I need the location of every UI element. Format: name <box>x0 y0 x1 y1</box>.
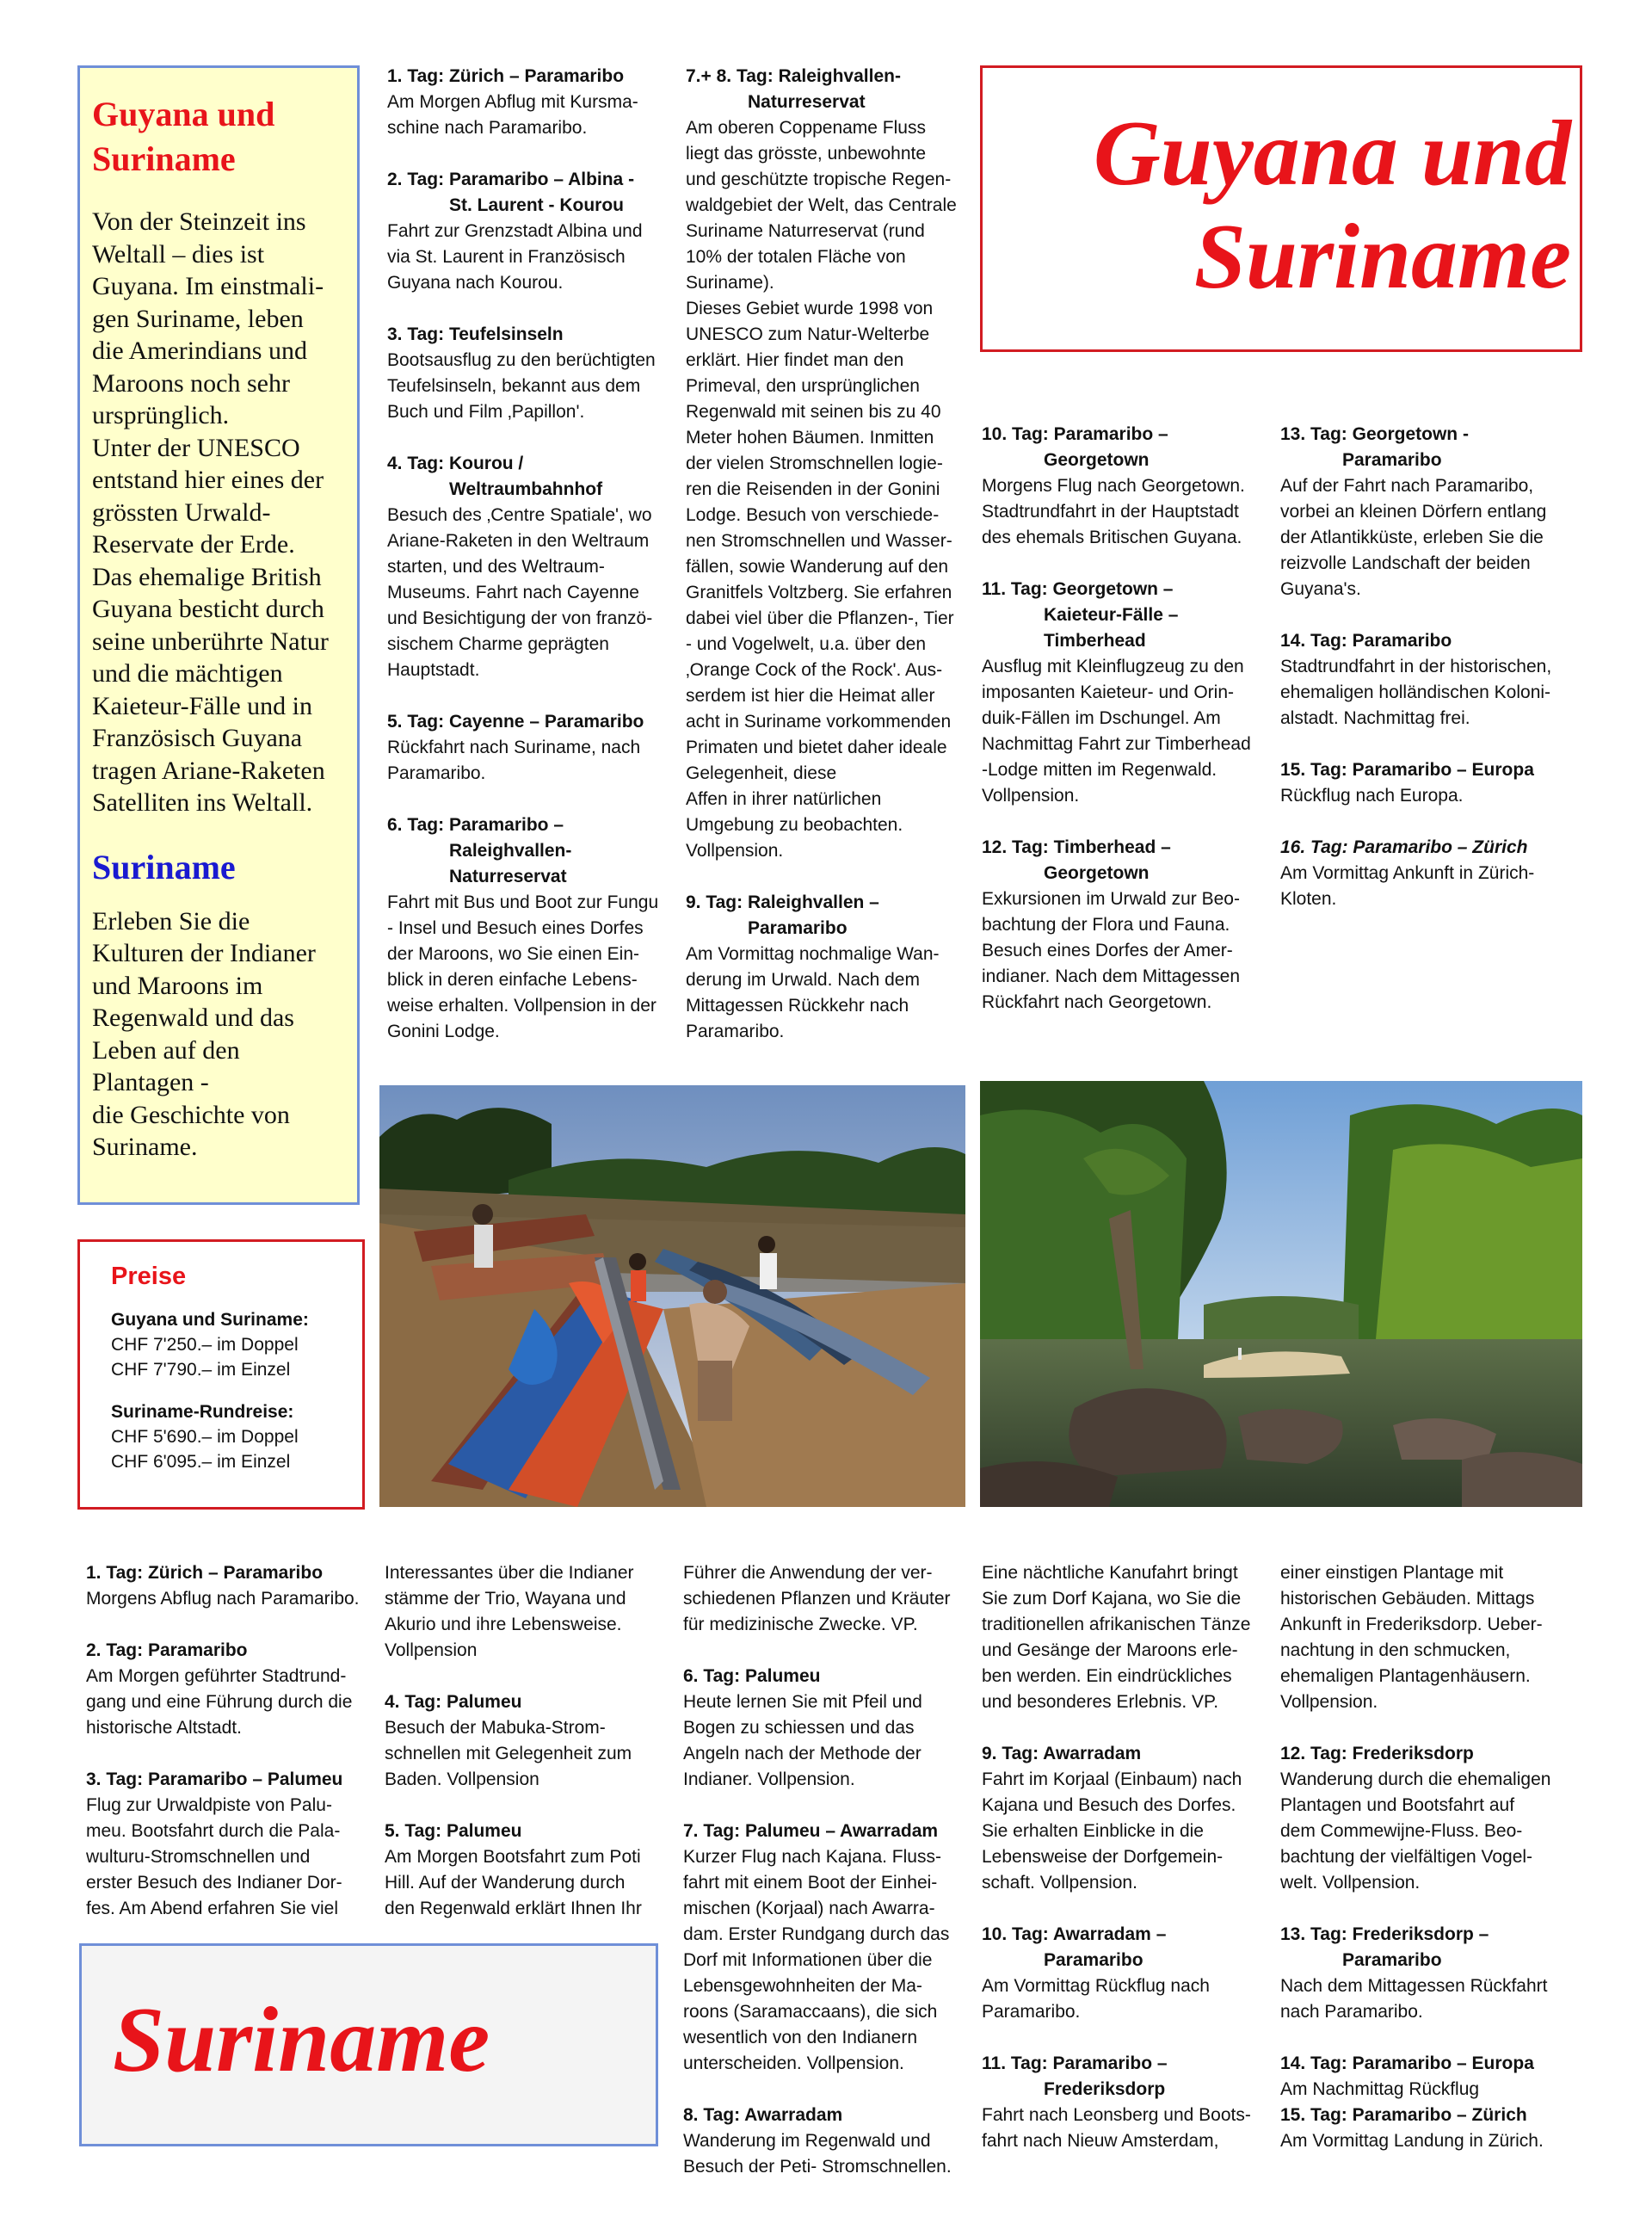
suriname-line: Kulturen der Indianer <box>92 939 316 967</box>
day-text-line: schine nach Paramaribo. <box>387 118 588 138</box>
day-text-line: fahrt mit einem Boot der Einhei- <box>683 1873 938 1893</box>
suriname-line: Regenwald und das <box>92 1004 294 1032</box>
day-text-line: Lebensweise der Dorfgemein- <box>982 1847 1224 1867</box>
day-text-line: blick in deren einfache Lebens- <box>387 970 638 990</box>
prices-group1-title: Guyana und Suriname: <box>111 1310 309 1330</box>
itinerary-column <box>683 1560 967 2206</box>
day-text-line: Lebensgewohnheiten der Ma- <box>683 1976 922 1996</box>
itinerary-day <box>683 2103 967 2180</box>
day-text-line: Primaten und bietet daher ideale <box>686 738 947 757</box>
day-text-line: waldgebiet der Welt, das Centrale <box>686 195 957 215</box>
day-heading: 11. Tag: Georgetown – <box>982 579 1174 599</box>
itinerary-day <box>387 64 671 141</box>
day-text-line: Rückfahrt nach Georgetown. <box>982 992 1212 1012</box>
day-text-line: nen Stromschnellen und Wasser- <box>686 531 952 551</box>
day-text-line: Morgens Abflug nach Paramaribo. <box>86 1589 360 1609</box>
day-text-line: ‚Orange Cock of the Rock'. Aus- <box>686 660 943 680</box>
day-subheading: Raleighvallen- <box>449 841 572 861</box>
day-text-line: Ankunft in Frederiksdorp. Ueber- <box>1280 1615 1543 1634</box>
itinerary-day <box>686 64 970 864</box>
day-text-line: Sie erhalten Einblicke in die <box>982 1821 1204 1841</box>
day-text-line: dem Commewijne-Fluss. Beo- <box>1280 1821 1523 1841</box>
day-heading: 16. Tag: Paramaribo – Zürich <box>1280 837 1528 857</box>
day-text-line: Primeval, den ursprünglichen <box>686 376 920 396</box>
day-text-line: fällen, sowie Wanderung auf den <box>686 557 949 577</box>
day-text-line: acht in Suriname vorkommenden <box>686 712 952 732</box>
day-text-line: Besuch eines Dorfes der Amer- <box>982 941 1233 960</box>
suriname-line: die Geschichte von <box>92 1100 290 1129</box>
intro-line: tragen Ariane-Raketen <box>92 756 325 785</box>
intro-line: entstand hier eines der <box>92 466 324 494</box>
itinerary-day <box>683 1664 967 1793</box>
day-text-line: mischen (Korjaal) nach Awarra- <box>683 1899 935 1918</box>
day-text-line: Affen in ihrer natürlichen <box>686 789 882 809</box>
day-subheading: Paramaribo <box>1342 1950 1442 1970</box>
day-text-line: der vielen Stromschnellen logie- <box>686 454 943 473</box>
itinerary-column <box>982 1560 1270 2180</box>
day-text-line: Guyana nach Kourou. <box>387 273 564 293</box>
intro-line: Das ehemalige British <box>92 562 322 591</box>
day-text-line: Indianer. Vollpension. <box>683 1769 855 1789</box>
intro-line: Weltall – dies ist <box>92 239 265 269</box>
intro-body <box>92 206 357 819</box>
suriname-line: Suriname. <box>92 1133 198 1161</box>
day-text-line: indianer. Nach dem Mittagessen <box>982 966 1240 986</box>
itinerary-day <box>982 1560 1270 1715</box>
day-text-line: des ehemals Britischen Guyana. <box>982 528 1242 547</box>
day-text-line: stämme der Trio, Wayana und <box>385 1589 626 1609</box>
itinerary-day <box>385 1819 669 1922</box>
day-text-line: Suriname). <box>686 273 774 293</box>
day-heading: 9. Tag: Awarradam <box>982 1744 1142 1763</box>
itinerary-column <box>982 422 1270 1041</box>
day-text-line: Rückflug nach Europa. <box>1280 786 1464 806</box>
day-text-line: Nach dem Mittagessen Rückfahrt <box>1280 1976 1548 1996</box>
suriname-line: Erleben Sie die <box>92 906 250 936</box>
itinerary-day <box>982 422 1270 551</box>
prices-group2 <box>111 1424 362 1474</box>
day-text-line: Kloten. <box>1280 889 1337 909</box>
day-subheading: Weltraumbahnhof <box>449 479 603 499</box>
itinerary-day <box>1280 1741 1577 1896</box>
day-heading: 13. Tag: Georgetown - <box>1280 424 1469 444</box>
day-text-line: Hauptstadt. <box>387 660 480 680</box>
day-text-line: erster Besuch des Indianer Dor- <box>86 1873 342 1893</box>
price-line: CHF 7'790.– im Einzel <box>111 1360 291 1380</box>
intro-title: Guyana und Suriname <box>92 95 275 178</box>
intro-line: Reservate der Erde. <box>92 530 295 559</box>
day-text-line: Kurzer Flug nach Kajana. Fluss- <box>683 1847 941 1867</box>
day-heading: 10. Tag: Paramaribo – <box>982 424 1168 444</box>
day-text-line: - und Vogelwelt, u.a. über den <box>686 634 927 654</box>
day-text-line: wulturu-Stromschnellen und <box>86 1847 311 1867</box>
day-text-line: und Besichtigung der von franzö- <box>387 608 653 628</box>
itinerary-day <box>683 1819 967 2077</box>
day-text-line: Museums. Fahrt nach Cayenne <box>387 583 639 602</box>
day-text-line: Am Vormittag Ankunft in Zürich- <box>1280 863 1535 883</box>
day-heading: 10. Tag: Awarradam – <box>982 1924 1167 1944</box>
day-text-line: ehemaligen Plantagenhäusern. <box>1280 1666 1531 1686</box>
day-text-line: meu. Bootsfahrt durch die Pala- <box>86 1821 341 1841</box>
day-text-line: Flug zur Urwaldpiste von Palu- <box>86 1795 332 1815</box>
header-title-box <box>980 65 1582 352</box>
day-heading: 15. Tag: Paramaribo – Europa <box>1280 760 1534 780</box>
day-text-line: Plantagen und Bootsfahrt auf <box>1280 1795 1515 1815</box>
itinerary-day <box>1280 2103 1577 2154</box>
intro-line: Guyana. Im einstmali- <box>92 272 324 300</box>
day-text-line: Vollpension <box>385 1640 478 1660</box>
day-text-line: Besuch der Peti- Stromschnellen. <box>683 2157 952 2177</box>
day-text-line: Bogen zu schiessen und das <box>683 1718 915 1738</box>
day-text-line: Am oberen Coppename Fluss <box>686 118 926 138</box>
day-subheading: Naturreservat <box>748 92 866 112</box>
day-text-line: sischem Charme geprägten <box>387 634 609 654</box>
itinerary-day <box>982 835 1270 1016</box>
day-heading: 12. Tag: Timberhead – <box>982 837 1171 857</box>
day-text-line: historischen Gebäuden. Mittags <box>1280 1589 1535 1609</box>
intro-line: grössten Urwald- <box>92 497 271 527</box>
day-heading: 15. Tag: Paramaribo – Zürich <box>1280 2105 1527 2125</box>
day-text-line: schnellen mit Gelegenheit zum <box>385 1744 632 1763</box>
canoes-illustration <box>379 1085 965 1507</box>
day-text-line: Fahrt nach Leonsberg und Boots- <box>982 2105 1251 2125</box>
itinerary-day <box>1280 2051 1577 2103</box>
itinerary-day <box>86 1638 370 1741</box>
itinerary-day <box>387 451 671 683</box>
itinerary-column <box>385 1560 669 1948</box>
day-text-line: Nachmittag Fahrt zur Timberhead <box>982 734 1251 754</box>
day-text-line: unterscheiden. Vollpension. <box>683 2053 904 2073</box>
itinerary-day <box>1280 757 1577 809</box>
day-text-line: Suriname Naturreservat (rund <box>686 221 925 241</box>
day-text-line: der Maroons, wo Sie einen Ein- <box>387 944 639 964</box>
day-text-line: Fahrt im Korjaal (Einbaum) nach <box>982 1769 1242 1789</box>
day-text-line: erklärt. Hier findet man den <box>686 350 904 370</box>
intro-line: Von der Steinzeit ins <box>92 207 306 236</box>
day-text-line: Paramaribo. <box>387 763 486 783</box>
day-text-line: alstadt. Nachmittag frei. <box>1280 708 1470 728</box>
day-text-line: Akurio und ihre Lebensweise. <box>385 1615 622 1634</box>
day-text-line: traditionellen afrikanischen Tänze <box>982 1615 1251 1634</box>
day-text-line: duik-Fällen im Dschungel. Am <box>982 708 1221 728</box>
day-text-line: Meter hohen Bäumen. Inmitten <box>686 428 934 448</box>
day-text-line: nach Paramaribo. <box>1280 2002 1423 2022</box>
day-text-line: Am Vormittag Rückflug nach <box>982 1976 1210 1996</box>
intro-box <box>77 65 360 1205</box>
day-text-line: UNESCO zum Natur-Welterbe <box>686 324 930 344</box>
footer-title-box <box>79 1943 658 2146</box>
day-text-line: für medizinische Zwecke. VP. <box>683 1615 918 1634</box>
intro-line: Maroons noch sehr <box>92 368 290 398</box>
day-text-line: Interessantes über die Indianer <box>385 1563 634 1583</box>
prices-group1 <box>111 1332 362 1382</box>
price-line: CHF 6'095.– im Einzel <box>111 1452 291 1472</box>
header-title-line-2: Suriname <box>1193 206 1571 308</box>
itinerary-day <box>982 577 1270 809</box>
itinerary-column <box>387 64 671 1071</box>
day-heading: 3. Tag: Teufelsinseln <box>387 324 564 344</box>
day-text-line: der Atlantikküste, erleben Sie die <box>1280 528 1544 547</box>
day-text-line: Am Morgen Abflug mit Kursma- <box>387 92 638 112</box>
day-text-line: Hill. Auf der Wanderung durch <box>385 1873 626 1893</box>
day-text-line: Dieses Gebiet wurde 1998 von <box>686 299 934 318</box>
prices-title: Preise <box>111 1263 187 1290</box>
day-text-line: derung im Urwald. Nach dem <box>686 970 920 990</box>
prices-group2-title: Suriname-Rundreise: <box>111 1402 294 1422</box>
day-text-line: Stadtrundfahrt in der Hauptstadt <box>982 502 1239 522</box>
day-text-line: Führer die Anwendung der ver- <box>683 1563 933 1583</box>
day-text-line: den Regenwald erklärt Ihnen Ihr <box>385 1899 642 1918</box>
day-subheading: St. Laurent - Kourou <box>449 195 624 215</box>
intro-line: die Amerindians und <box>92 337 307 365</box>
day-subheading: Kaieteur-Fälle – <box>1044 605 1179 625</box>
day-text-line: Am Vormittag Landung in Zürich. <box>1280 2131 1544 2151</box>
day-text-line: Umgebung zu beobachten. <box>686 815 903 835</box>
day-text-line: Am Morgen geführter Stadtrund- <box>86 1666 347 1686</box>
day-text-line: Granitfels Voltzberg. Sie erfahren <box>686 583 952 602</box>
day-heading: 7. Tag: Palumeu – Awarradam <box>683 1821 939 1841</box>
day-text-line: fes. Am Abend erfahren Sie viel <box>86 1899 339 1918</box>
day-text-line: Wanderung durch die ehemaligen <box>1280 1769 1551 1789</box>
day-heading: 4. Tag: Palumeu <box>385 1692 522 1712</box>
footer-title: Suriname <box>113 1989 490 2091</box>
day-text-line: roons (Saramaccaans), die sich <box>683 2002 938 2022</box>
suriname-subtitle: Suriname <box>92 847 236 886</box>
itinerary-day <box>982 1922 1270 2025</box>
suriname-line: und Maroons im <box>92 971 263 1000</box>
itinerary-day <box>86 1560 370 1612</box>
day-heading: 6. Tag: Palumeu <box>683 1666 821 1686</box>
itinerary-day <box>1280 422 1577 602</box>
day-text-line: reizvolle Landschaft der beiden <box>1280 553 1531 573</box>
day-text-line: Buch und Film ‚Papillon'. <box>387 402 585 422</box>
day-text-line: weise erhalten. Vollpension in der <box>387 996 656 1016</box>
intro-line: Kaieteur-Fälle und in <box>92 691 312 720</box>
day-heading: 5. Tag: Palumeu <box>385 1821 522 1841</box>
day-subheading: Timberhead <box>1044 631 1146 651</box>
day-text-line: einer einstigen Plantage mit <box>1280 1563 1504 1583</box>
day-text-line: dam. Erster Rundgang durch das <box>683 1924 950 1944</box>
itinerary-day <box>385 1560 669 1664</box>
day-text-line: Fahrt zur Grenzstadt Albina und <box>387 221 643 241</box>
intro-line: und die mächtigen <box>92 659 283 688</box>
itinerary-day <box>1280 835 1577 912</box>
itinerary-day <box>1280 1560 1577 1715</box>
day-heading: 5. Tag: Cayenne – Paramaribo <box>387 712 644 732</box>
itinerary-day <box>387 812 671 1045</box>
day-text-line: Auf der Fahrt nach Paramaribo, <box>1280 476 1534 496</box>
intro-line: ursprünglich. <box>92 401 230 429</box>
intro-line: Unter der UNESCO <box>92 433 300 462</box>
day-text-line: bachtung der Flora und Fauna. <box>982 915 1230 935</box>
photo-river-landscape <box>980 1081 1582 1507</box>
day-text-line: und geschützte tropische Regen- <box>686 170 952 189</box>
intro-line: Satelliten ins Weltall. <box>92 788 313 817</box>
day-text-line: serdem ist hier die Heimat aller <box>686 686 935 706</box>
day-text-line: Angeln nach der Methode der <box>683 1744 922 1763</box>
day-heading: 4. Tag: Kourou / <box>387 454 524 473</box>
intro-line: gen Suriname, leben <box>92 304 304 333</box>
day-heading: 12. Tag: Frederiksdorp <box>1280 1744 1474 1763</box>
day-text-line: Morgens Flug nach Georgetown. <box>982 476 1245 496</box>
day-text-line: - Insel und Besuch eines Dorfes <box>387 918 644 938</box>
day-text-line: wesentlich von den Indianern <box>683 2028 918 2047</box>
day-heading: 1. Tag: Zürich – Paramaribo <box>387 66 625 86</box>
day-heading: 14. Tag: Paramaribo <box>1280 631 1452 651</box>
day-heading: 2. Tag: Paramaribo – Albina - <box>387 170 635 189</box>
day-heading: 8. Tag: Awarradam <box>683 2105 843 2125</box>
day-text-line: fahrt nach Nieuw Amsterdam, <box>982 2131 1219 2151</box>
day-text-line: via St. Laurent in Französisch <box>387 247 626 267</box>
day-subheading: Paramaribo <box>1044 1950 1143 1970</box>
day-text-line: Baden. Vollpension <box>385 1769 539 1789</box>
day-text-line: Paramaribo. <box>982 2002 1081 2022</box>
itinerary-day <box>683 1560 967 1638</box>
itinerary-column <box>1280 422 1577 938</box>
day-subheading: Paramaribo <box>1342 450 1442 470</box>
day-text-line: Mittagessen Rückkehr nach <box>686 996 909 1016</box>
day-text-line: Kajana und Besuch des Dorfes. <box>982 1795 1236 1815</box>
day-text-line: Besuch des ‚Centre Spatiale', wo <box>387 505 652 525</box>
day-text-line: Ariane-Raketen in den Weltraum <box>387 531 650 551</box>
day-heading: 11. Tag: Paramaribo – <box>982 2053 1168 2073</box>
day-text-line: Exkursionen im Urwald zur Beo- <box>982 889 1240 909</box>
price-line: CHF 5'690.– im Doppel <box>111 1427 299 1447</box>
day-text-line: Vollpension. <box>686 841 784 861</box>
day-text-line: bachtung der vielfältigen Vogel- <box>1280 1847 1533 1867</box>
intro-line: Französisch Guyana <box>92 724 303 752</box>
day-text-line: Am Morgen Bootsfahrt zum Poti <box>385 1847 641 1867</box>
day-text-line: schaft. Vollpension. <box>982 1873 1137 1893</box>
itinerary-day <box>387 322 671 425</box>
day-text-line: Dorf mit Informationen über die <box>683 1950 933 1970</box>
day-text-line: Besuch der Mabuka-Strom- <box>385 1718 606 1738</box>
suriname-line: Leben auf den <box>92 1035 240 1065</box>
day-text-line: vorbei an kleinen Dörfern entlang <box>1280 502 1547 522</box>
itinerary-day <box>1280 1922 1577 2025</box>
suriname-body <box>92 905 357 1164</box>
day-text-line: Lodge. Besuch von verschiede- <box>686 505 940 525</box>
intro-line: Guyana besticht durch <box>92 595 324 623</box>
day-heading: 14. Tag: Paramaribo – Europa <box>1280 2053 1534 2073</box>
day-subheading: Naturreservat <box>449 867 567 886</box>
day-heading: 6. Tag: Paramaribo – <box>387 815 564 835</box>
day-text-line: Paramaribo. <box>686 1022 785 1041</box>
day-subheading: Georgetown <box>1044 863 1150 883</box>
itinerary-column <box>1280 1560 1577 2180</box>
day-text-line: -Lodge mitten im Regenwald. <box>982 760 1217 780</box>
day-text-line: Vollpension. <box>1280 1692 1378 1712</box>
day-subheading: Frederiksdorp <box>1044 2079 1166 2099</box>
itinerary-day <box>387 167 671 296</box>
itinerary-day <box>1280 628 1577 732</box>
river-illustration <box>980 1081 1582 1507</box>
itinerary-day <box>982 2051 1270 2154</box>
photo-canoes-riverbank <box>379 1085 965 1507</box>
day-text-line: Stadtrundfahrt in der historischen, <box>1280 657 1552 676</box>
suriname-line: Plantagen - <box>92 1068 209 1096</box>
day-text-line: Gonini Lodge. <box>387 1022 500 1041</box>
day-heading: 9. Tag: Raleighvallen – <box>686 892 879 912</box>
day-text-line: dabei viel über die Pflanzen-, Tier <box>686 608 954 628</box>
itinerary-day <box>982 1741 1270 1896</box>
intro-line: seine unberührte Natur <box>92 627 329 656</box>
itinerary-day <box>385 1689 669 1793</box>
day-text-line: gang und eine Führung durch die <box>86 1692 353 1712</box>
itinerary-day <box>686 890 970 1045</box>
day-text-line: und besonderes Erlebnis. VP. <box>982 1692 1219 1712</box>
itinerary-day <box>387 709 671 787</box>
day-heading: 13. Tag: Frederiksdorp – <box>1280 1924 1489 1944</box>
day-text-line: Am Nachmittag Rückflug <box>1280 2079 1480 2099</box>
day-text-line: ben werden. Ein eindrückliches <box>982 1666 1232 1686</box>
day-text-line: Gelegenheit, diese <box>686 763 837 783</box>
day-heading: 7.+ 8. Tag: Raleighvallen- <box>686 66 901 86</box>
day-text-line: ren die Reisenden in der Gonini <box>686 479 940 499</box>
itinerary-day <box>86 1767 370 1922</box>
day-text-line: starten, und des Weltraum- <box>387 557 605 577</box>
day-heading: 1. Tag: Zürich – Paramaribo <box>86 1563 324 1583</box>
day-text-line: und Gesänge der Maroons erle- <box>982 1640 1238 1660</box>
day-text-line: historische Altstadt. <box>86 1718 242 1738</box>
day-text-line: Fahrt mit Bus und Boot zur Fungu <box>387 892 659 912</box>
day-subheading: Georgetown <box>1044 450 1150 470</box>
day-text-line: welt. Vollpension. <box>1280 1873 1421 1893</box>
day-text-line: imposanten Kaieteur- und Orin- <box>982 682 1234 702</box>
day-text-line: Guyana's. <box>1280 579 1361 599</box>
day-text-line: schiedenen Pflanzen und Kräuter <box>683 1589 951 1609</box>
day-text-line: liegt das grösste, unbewohnte <box>686 144 927 164</box>
itinerary-column <box>86 1560 370 1948</box>
day-subheading: Paramaribo <box>748 918 848 938</box>
day-text-line: nachtung in den schmucken, <box>1280 1640 1511 1660</box>
day-text-line: 10% der totalen Fläche von <box>686 247 906 267</box>
price-line: CHF 7'250.– im Doppel <box>111 1335 299 1355</box>
day-text-line: Heute lernen Sie mit Pfeil und <box>683 1692 922 1712</box>
day-text-line: Regenwald mit seinen bis zu 40 <box>686 402 941 422</box>
day-text-line: Bootsausflug zu den berüchtigten <box>387 350 656 370</box>
itinerary-column <box>686 64 970 1071</box>
day-text-line: ehemaligen holländischen Koloni- <box>1280 682 1551 702</box>
day-text-line: Teufelsinseln, bekannt aus dem <box>387 376 641 396</box>
day-text-line: Am Vormittag nochmalige Wan- <box>686 944 940 964</box>
day-heading: 2. Tag: Paramaribo <box>86 1640 248 1660</box>
day-text-line: Ausflug mit Kleinflugzeug zu den <box>982 657 1244 676</box>
day-text-line: Wanderung im Regenwald und <box>683 2131 931 2151</box>
day-text-line: Sie zum Dorf Kajana, wo Sie die <box>982 1589 1242 1609</box>
day-heading: 3. Tag: Paramaribo – Palumeu <box>86 1769 343 1789</box>
prices-box <box>77 1239 365 1510</box>
day-text-line: Eine nächtliche Kanufahrt bringt <box>982 1563 1238 1583</box>
day-text-line: Rückfahrt nach Suriname, nach <box>387 738 641 757</box>
day-text-line: Vollpension. <box>982 786 1080 806</box>
header-title-line-1: Guyana und <box>1093 102 1571 205</box>
